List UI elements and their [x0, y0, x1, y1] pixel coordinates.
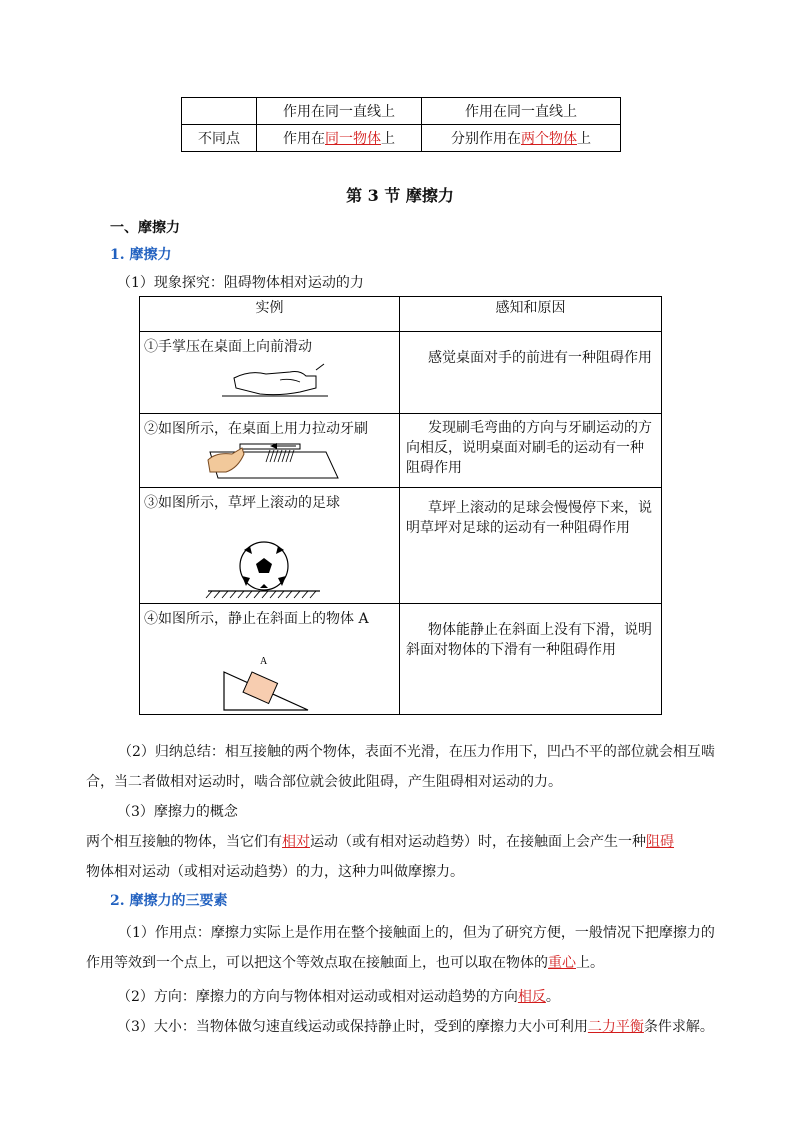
highlight-same-object: 同一物体 — [325, 131, 381, 147]
ex-row2-reason: 发现刷毛弯曲的方向与牙刷运动的方向相反，说明桌面对刷毛的运动有一种阻碍作用 — [400, 414, 662, 488]
cmp-r1-c2: 作用在同一直线上 — [257, 98, 422, 125]
hand-on-table-figure — [220, 358, 330, 404]
comparison-table — [181, 97, 621, 152]
ex-row3-example: ③如图所示，草坪上滚动的足球 — [140, 488, 400, 604]
ex-header-reason: 感知和原因 — [400, 297, 662, 332]
ex-row4-reason: 物体能静止在斜面上没有下滑，说明斜面对物体的下滑有一种阻碍作用 — [400, 604, 662, 715]
ex-row1-reason: 感觉桌面对手的前进有一种阻碍作用 — [400, 332, 662, 414]
ex-row4-example: ④如图所示，静止在斜面上的物体 A A — [140, 604, 400, 715]
point-of-action-paragraph: （1）作用点：摩擦力实际上是作用在整个接触面上的，但为了研究方便，一般情况下把摩擦力的 作用等效到一个点上，可以把这个等效点取在接触面上，也可以取在物体的重心上。 — [86, 925, 715, 971]
intro-line: （1）现象探究：阻碍物体相对运动的力 — [117, 275, 364, 291]
subheading-friction: 1. 摩擦力 — [110, 247, 172, 263]
section-title: 第 3 节 摩擦力 — [346, 186, 454, 205]
heading-friction: 一、摩擦力 — [110, 220, 180, 236]
examples-table — [139, 296, 662, 715]
concept-paragraph: 两个相互接触的物体，当它们有相对运动（或有相对运动趋势）时，在接触面上会产生一种阻碍 物体相对运动（或相对运动趋势）的力，这种力叫做摩擦力。 — [86, 834, 674, 880]
highlight-equilibrium: 二力平衡 — [587, 1019, 644, 1035]
magnitude-line: （3）大小：当物体做匀速直线运动或保持静止时，受到的摩擦力大小可利用二力平衡条件求解。 — [117, 1019, 714, 1035]
cmp-r2-c2: 作用在同一物体上 — [257, 125, 422, 152]
cmp-r2-c3: 分别作用在两个物体上 — [422, 125, 621, 152]
cmp-r1-c3: 作用在同一直线上 — [422, 98, 621, 125]
highlight-relative: 相对 — [282, 834, 310, 850]
block-label: A — [260, 656, 268, 667]
ex-row3-reason: 草坪上滚动的足球会慢慢停下来，说明草坪对足球的运动有一种阻碍作用 — [400, 488, 662, 604]
incline-block-figure — [216, 650, 316, 712]
cmp-r2-c1: 不同点 — [182, 125, 257, 152]
highlight-hinder: 阻碍 — [646, 834, 674, 850]
highlight-center-of-gravity: 重心 — [548, 955, 576, 971]
ex-row2-example: ②如图所示，在桌面上用力拉动牙刷 — [140, 414, 400, 488]
concept-title: （3）摩擦力的概念 — [117, 804, 238, 820]
ex-row1-example: ①手掌压在桌面上向前滑动 — [140, 332, 400, 414]
highlight-two-objects: 两个物体 — [521, 131, 577, 147]
subheading-three-elements: 2. 摩擦力的三要素 — [110, 893, 228, 909]
football-figure — [204, 540, 324, 602]
toothbrush-figure — [200, 438, 350, 484]
highlight-opposite: 相反 — [517, 989, 546, 1005]
summary-paragraph: （2）归纳总结：相互接触的两个物体，表面不光滑，在压力作用下，凹凸不平的部位就会相互啮 合，当二者做相对运动时，啮合部位就会彼此阻碍，产生阻碍相对运动的力。 — [86, 744, 715, 790]
cmp-r1-c1 — [182, 98, 257, 125]
ex-header-example: 实例 — [140, 297, 400, 332]
direction-line: （2）方向：摩擦力的方向与物体相对运动或相对运动趋势的方向相反。 — [117, 989, 560, 1005]
